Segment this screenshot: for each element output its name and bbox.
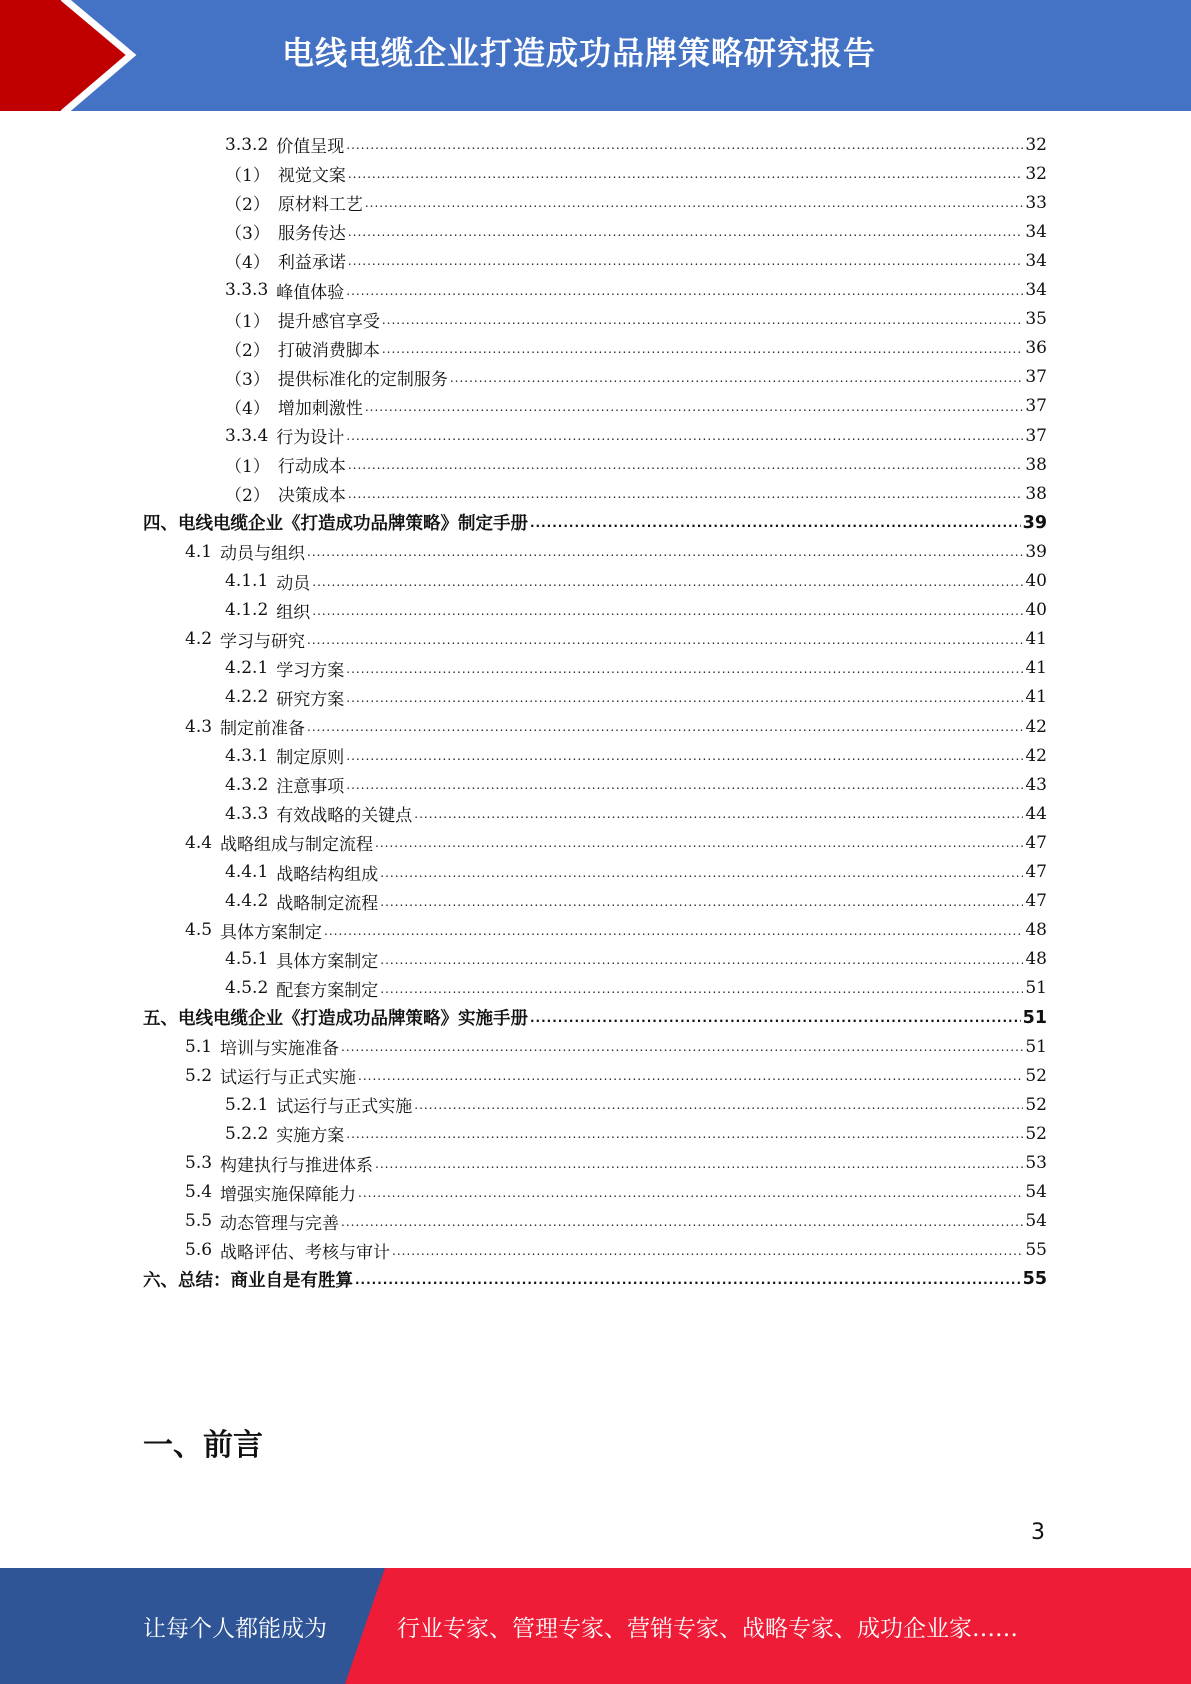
toc-entry-page: 36 bbox=[1025, 338, 1047, 359]
toc-entry-page: 47 bbox=[1025, 862, 1047, 882]
toc-entry[interactable] bbox=[185, 537, 1047, 566]
toc-entry-title: 行动成本 bbox=[277, 457, 346, 478]
toc-entry-title: 提升感官享受 bbox=[277, 311, 380, 332]
toc-entry-page: 41 bbox=[1025, 687, 1047, 708]
toc-entry[interactable] bbox=[185, 1032, 1047, 1061]
toc-entry[interactable] bbox=[225, 567, 1047, 596]
page-number: 3 bbox=[1031, 1520, 1045, 1545]
toc-entry[interactable] bbox=[225, 421, 1047, 450]
toc-dot-leader bbox=[348, 254, 1024, 275]
toc-dot-leader bbox=[382, 313, 1024, 334]
toc-entry-number: 5.4 bbox=[185, 1182, 213, 1203]
toc-dot-leader bbox=[380, 895, 1023, 916]
toc-entry[interactable] bbox=[225, 770, 1047, 799]
toc-entry-number: 5.5 bbox=[185, 1211, 213, 1232]
toc-entry-page: 48 bbox=[1025, 920, 1047, 941]
toc-entry-title: 配套方案制定 bbox=[276, 980, 379, 1001]
toc-entry-number: （1） bbox=[225, 166, 270, 187]
toc-entry-number: （1） bbox=[225, 311, 270, 332]
toc-entry-title: 具体方案制定 bbox=[276, 951, 379, 972]
toc-entry[interactable] bbox=[225, 130, 1047, 159]
toc-entry-number: 4.2 bbox=[185, 629, 213, 650]
toc-entry-number: 4.1 bbox=[185, 541, 213, 562]
toc-entry[interactable] bbox=[225, 334, 1047, 363]
toc-entry-page: 52 bbox=[1025, 1065, 1047, 1086]
toc-entry-title: 学习与研究 bbox=[220, 631, 306, 652]
toc-entry-page: 34 bbox=[1025, 280, 1047, 300]
toc-entry-number: （3） bbox=[225, 369, 270, 390]
toc-entry-number: 4.5 bbox=[185, 920, 213, 941]
toc-entry[interactable] bbox=[185, 828, 1047, 857]
toc-entry[interactable] bbox=[225, 974, 1047, 1003]
toc-dot-leader bbox=[375, 1157, 1023, 1178]
toc-entry-number: 5.2.2 bbox=[225, 1123, 269, 1144]
toc-entry-page: 47 bbox=[1025, 891, 1047, 912]
toc-entry[interactable] bbox=[225, 945, 1047, 974]
toc-entry-title: 服务传达 bbox=[277, 224, 346, 245]
toc-dot-leader bbox=[530, 1011, 1021, 1032]
toc-entry-title: 实施方案 bbox=[276, 1126, 345, 1147]
toc-entry-page: 44 bbox=[1025, 803, 1047, 824]
toc-entry-page: 40 bbox=[1025, 600, 1047, 621]
toc-entry-number: 4.4.2 bbox=[225, 891, 269, 912]
toc-entry-title: 打破消费脚本 bbox=[277, 340, 380, 361]
toc-dot-leader bbox=[355, 1273, 1021, 1294]
toc-entry-number: 5.2 bbox=[185, 1065, 213, 1086]
toc-entry-page: 47 bbox=[1025, 832, 1047, 853]
toc-entry-title: 有效战略的关键点 bbox=[276, 806, 413, 827]
toc-entry-page: 52 bbox=[1025, 1094, 1047, 1115]
toc-entry-title: 构建执行与推进体系 bbox=[220, 1155, 374, 1176]
toc-entry[interactable] bbox=[225, 159, 1047, 188]
toc-entry-page: 42 bbox=[1025, 745, 1047, 766]
toc-entry-page: 48 bbox=[1025, 949, 1047, 970]
footer-banner bbox=[0, 1568, 1191, 1684]
toc-entry[interactable] bbox=[225, 799, 1047, 828]
toc-entry-number: （2） bbox=[225, 340, 270, 361]
toc-entry-page: 38 bbox=[1025, 454, 1047, 475]
toc-entry-title: 增强实施保障能力 bbox=[220, 1184, 357, 1205]
toc-entry-page: 37 bbox=[1025, 367, 1047, 388]
toc-dot-leader bbox=[346, 691, 1023, 712]
toc-dot-leader bbox=[346, 662, 1023, 683]
toc-dot-leader bbox=[346, 778, 1023, 799]
toc-entry-title: 制定前准备 bbox=[220, 719, 306, 739]
toc-entry[interactable] bbox=[225, 1119, 1047, 1148]
toc-entry-title: 动态管理与完善 bbox=[220, 1213, 340, 1234]
toc-entry[interactable] bbox=[225, 654, 1047, 683]
toc-entry-title: 决策成本 bbox=[277, 486, 346, 507]
toc-entry-number: 5.3 bbox=[185, 1153, 213, 1173]
toc-entry-title: 四、电线电缆企业《打造成功品牌策略》制定手册 bbox=[143, 514, 528, 535]
toc-entry-page: 55 bbox=[1022, 1269, 1047, 1290]
toc-dot-leader bbox=[307, 720, 1023, 741]
toc-entry-title: 具体方案制定 bbox=[220, 922, 323, 943]
toc-entry-number: 5.6 bbox=[185, 1240, 213, 1261]
toc-entry-number: 4.3 bbox=[185, 716, 213, 737]
toc-entry-title: 行为设计 bbox=[276, 428, 345, 448]
toc-entry[interactable] bbox=[225, 450, 1047, 479]
toc-entry-number: 4.5.2 bbox=[225, 978, 269, 999]
toc-dot-leader bbox=[530, 516, 1021, 537]
toc-entry-page: 51 bbox=[1025, 978, 1047, 999]
toc-dot-leader bbox=[358, 1186, 1023, 1207]
toc-entry-title: 利益承诺 bbox=[277, 253, 346, 274]
toc-dot-leader bbox=[380, 982, 1023, 1003]
toc-entry-title: 研究方案 bbox=[276, 689, 345, 710]
toc-entry-number: 3.3.4 bbox=[225, 425, 269, 446]
toc-dot-leader bbox=[380, 866, 1023, 887]
toc-entry[interactable] bbox=[185, 625, 1047, 654]
toc-entry[interactable] bbox=[185, 1178, 1047, 1207]
header-banner bbox=[0, 0, 1191, 111]
toc-entry-page: 34 bbox=[1025, 221, 1047, 242]
toc-entry-page: 41 bbox=[1025, 629, 1047, 650]
toc-entry-title: 战略组成与制定流程 bbox=[220, 835, 374, 856]
toc-dot-leader bbox=[375, 836, 1023, 857]
toc-entry-page: 51 bbox=[1022, 1007, 1047, 1028]
toc-dot-leader bbox=[392, 1244, 1023, 1265]
toc-dot-leader bbox=[365, 196, 1024, 217]
toc-dot-leader bbox=[414, 1098, 1023, 1119]
toc-entry-page: 41 bbox=[1025, 658, 1047, 679]
toc-dot-leader bbox=[450, 371, 1024, 392]
toc-entry-page: 37 bbox=[1025, 396, 1047, 417]
toc-entry[interactable] bbox=[185, 916, 1047, 945]
toc-entry-number: 5.1 bbox=[185, 1036, 213, 1057]
toc-entry-number: （4） bbox=[225, 253, 270, 274]
toc-dot-leader bbox=[348, 487, 1024, 508]
toc-entry-number: （3） bbox=[225, 224, 270, 245]
toc-dot-leader bbox=[346, 749, 1023, 770]
toc-dot-leader bbox=[312, 575, 1023, 596]
toc-entry[interactable] bbox=[225, 217, 1047, 246]
toc-entry-number: （4） bbox=[225, 398, 270, 419]
toc-entry-number: 4.2.2 bbox=[225, 687, 269, 708]
document-title: 电线电缆企业打造成功品牌策略研究报告 bbox=[282, 34, 877, 72]
toc-entry-number: （2） bbox=[225, 486, 270, 507]
toc-dot-leader bbox=[346, 1127, 1023, 1148]
toc-entry-page: 39 bbox=[1022, 512, 1047, 533]
toc-entry-page: 35 bbox=[1025, 309, 1047, 330]
toc-entry[interactable] bbox=[185, 1207, 1047, 1236]
toc-entry-page: 37 bbox=[1025, 425, 1047, 446]
toc-entry-title: 注意事项 bbox=[276, 777, 345, 798]
footer-slogan-right: 行业专家、管理专家、营销专家、战略专家、成功企业家…… bbox=[397, 1616, 1018, 1642]
toc-entry-number: 3.3.2 bbox=[225, 134, 269, 155]
toc-entry-number: （1） bbox=[225, 457, 270, 478]
toc-entry[interactable] bbox=[225, 188, 1047, 217]
toc-entry-title: 学习方案 bbox=[276, 660, 345, 681]
toc-entry-page: 40 bbox=[1025, 571, 1047, 591]
toc-dot-leader bbox=[414, 807, 1023, 828]
toc-dot-leader bbox=[348, 225, 1024, 246]
toc-entry[interactable] bbox=[225, 363, 1047, 392]
toc-entry-page: 51 bbox=[1025, 1036, 1047, 1057]
toc-entry-number: 5.2.1 bbox=[225, 1094, 269, 1115]
toc-entry-page: 33 bbox=[1025, 192, 1047, 213]
toc-entry-page: 43 bbox=[1025, 774, 1047, 795]
toc-entry[interactable] bbox=[225, 596, 1047, 625]
toc-entry-title: 试运行与正式实施 bbox=[220, 1068, 357, 1089]
toc-entry-number: 4.3.2 bbox=[225, 774, 269, 795]
toc-dot-leader bbox=[341, 1215, 1023, 1236]
toc-entry-title: 六、总结：商业自是有胜算 bbox=[143, 1270, 353, 1291]
toc-entry[interactable] bbox=[143, 1265, 1047, 1294]
toc-dot-leader bbox=[346, 138, 1023, 159]
toc-dot-leader bbox=[307, 545, 1023, 566]
toc-entry[interactable] bbox=[185, 1149, 1047, 1178]
toc-entry[interactable] bbox=[225, 858, 1047, 887]
toc-dot-leader bbox=[324, 924, 1023, 945]
toc-entry-page: 54 bbox=[1025, 1182, 1047, 1203]
toc-dot-leader bbox=[346, 284, 1023, 305]
arrow-decoration-icon bbox=[0, 0, 160, 111]
toc-dot-leader bbox=[380, 953, 1023, 974]
toc-dot-leader bbox=[348, 167, 1024, 188]
toc-entry-title: 培训与实施准备 bbox=[220, 1039, 340, 1060]
toc-dot-leader bbox=[365, 400, 1024, 421]
toc-entry[interactable] bbox=[185, 712, 1047, 741]
toc-entry-title: 战略制定流程 bbox=[276, 893, 379, 914]
toc-dot-leader bbox=[346, 429, 1023, 450]
toc-entry[interactable] bbox=[225, 479, 1047, 508]
toc-entry-number: 4.1.2 bbox=[225, 600, 269, 621]
toc-dot-leader bbox=[307, 633, 1023, 654]
toc-dot-leader bbox=[348, 458, 1024, 479]
toc-entry-page: 53 bbox=[1025, 1153, 1047, 1173]
toc-entry-number: 4.4.1 bbox=[225, 862, 269, 882]
toc-entry[interactable] bbox=[185, 1236, 1047, 1265]
toc-entry-title: 组织 bbox=[276, 602, 311, 623]
toc-entry-title: 视觉文案 bbox=[277, 166, 346, 187]
toc-dot-leader bbox=[382, 342, 1024, 363]
toc-dot-leader bbox=[312, 604, 1023, 625]
toc-entry-number: （2） bbox=[225, 195, 270, 216]
toc-entry-number: 4.4 bbox=[185, 832, 213, 853]
toc-entry-title: 价值呈现 bbox=[276, 137, 345, 157]
toc-entry-title: 峰值体验 bbox=[276, 282, 345, 303]
toc-entry-title: 提供标准化的定制服务 bbox=[277, 369, 448, 390]
toc-entry-title: 制定原则 bbox=[276, 748, 345, 769]
toc-dot-leader bbox=[358, 1069, 1023, 1090]
toc-entry[interactable] bbox=[225, 741, 1047, 770]
toc-entry-number: 4.3.1 bbox=[225, 745, 269, 766]
toc-entry-title: 试运行与正式实施 bbox=[276, 1097, 413, 1118]
footer-slogan-left: 让每个人都能成为 bbox=[143, 1616, 327, 1642]
toc-entry-number: 4.5.1 bbox=[225, 949, 269, 970]
toc-dot-leader bbox=[341, 1040, 1023, 1061]
toc-entry-page: 39 bbox=[1025, 541, 1047, 562]
toc-entry-page: 52 bbox=[1025, 1123, 1047, 1144]
toc-entry[interactable] bbox=[225, 683, 1047, 712]
toc-entry[interactable] bbox=[143, 1003, 1047, 1032]
toc-entry-page: 32 bbox=[1025, 134, 1047, 155]
toc-entry-title: 动员与组织 bbox=[220, 544, 306, 565]
toc-entry-page: 38 bbox=[1025, 483, 1047, 504]
toc-entry-number: 4.3.3 bbox=[225, 803, 269, 824]
toc-entry-page: 55 bbox=[1025, 1240, 1047, 1261]
toc-entry-page: 34 bbox=[1025, 250, 1047, 271]
toc-entry-number: 4.2.1 bbox=[225, 658, 269, 679]
toc-entry-number: 4.1.1 bbox=[225, 571, 269, 591]
toc-entry-page: 32 bbox=[1025, 163, 1047, 184]
toc-entry-page: 54 bbox=[1025, 1211, 1047, 1232]
section-heading: 一、前言 bbox=[143, 1428, 263, 1463]
toc-entry[interactable] bbox=[143, 508, 1047, 537]
toc-entry[interactable] bbox=[225, 276, 1047, 305]
toc-entry-title: 原材料工艺 bbox=[277, 195, 363, 216]
toc-entry[interactable] bbox=[225, 305, 1047, 334]
toc-entry-title: 战略评估、考核与审计 bbox=[220, 1242, 391, 1263]
toc-entry[interactable] bbox=[225, 1090, 1047, 1119]
toc-entry[interactable] bbox=[225, 887, 1047, 916]
toc-entry-page: 42 bbox=[1025, 716, 1047, 737]
toc-entry-title: 增加刺激性 bbox=[277, 398, 363, 419]
toc-entry-title: 动员 bbox=[276, 573, 311, 594]
toc-entry-number: 3.3.3 bbox=[225, 280, 269, 300]
toc-entry[interactable] bbox=[225, 246, 1047, 275]
toc-entry[interactable] bbox=[185, 1061, 1047, 1090]
toc-entry-title: 战略结构组成 bbox=[276, 864, 379, 885]
toc-entry-title: 五、电线电缆企业《打造成功品牌策略》实施手册 bbox=[143, 1009, 528, 1029]
toc-entry[interactable] bbox=[225, 392, 1047, 421]
